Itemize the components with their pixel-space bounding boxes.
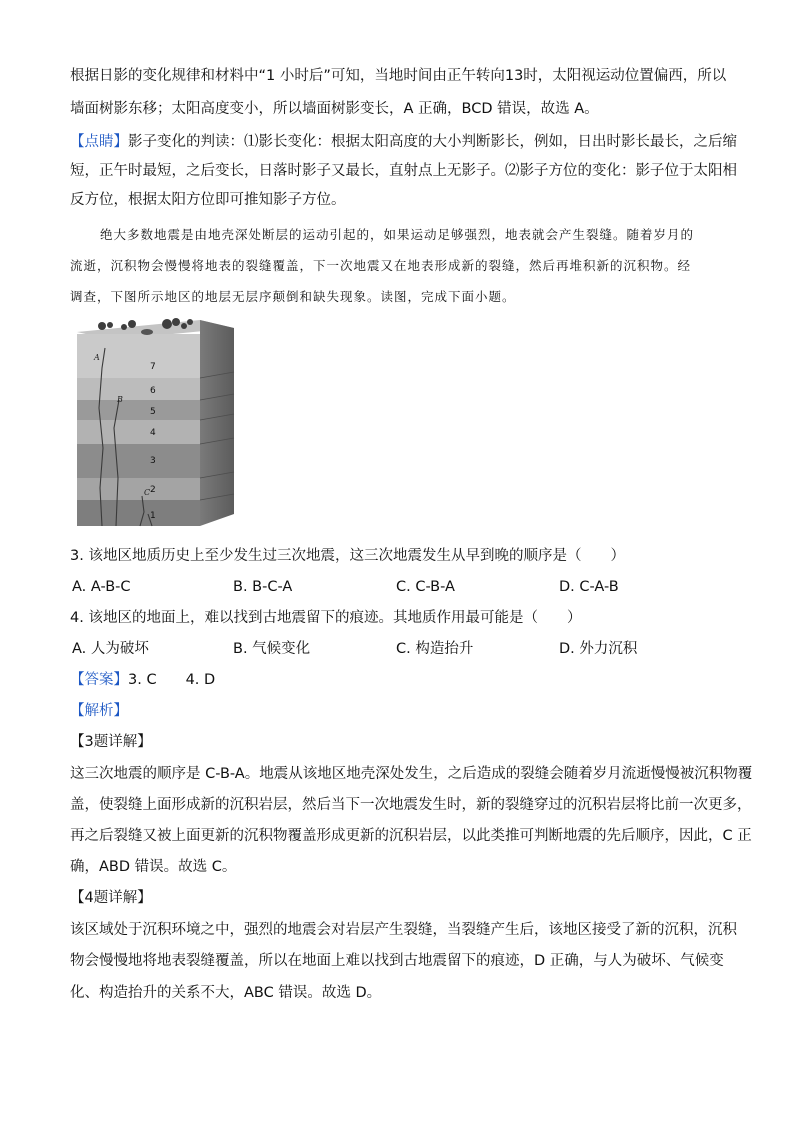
crack-label-b: B: [117, 395, 123, 404]
strata-block-diagram: [72, 318, 242, 540]
answer-tag: 【答案】: [70, 672, 128, 688]
question-3-stem: 3. 该地区地质历史上至少发生过三次地震，这三次地震发生从早到晚的顺序是（ ）: [70, 548, 625, 564]
layer-number: 7: [150, 362, 156, 372]
q4-option-b: B. 气候变化: [233, 641, 311, 657]
q3-option-c: C. C-B-A: [396, 579, 455, 595]
text-line: 这三次地震的顺序是 C-B-A。地震从该地区地壳深处发生，之后造成的裂缝会随着岁月流逝慢慢被沉积物覆: [70, 766, 753, 782]
layer-number: 1: [150, 511, 156, 521]
text-line: 根据日影的变化规律和材料中“1 小时后”可知，当地时间由正午转向13时，太阳视运动位置偏西，所以: [70, 68, 727, 84]
text-line: 盖，使裂缝上面形成新的沉积岩层，然后当下一次地震发生时，新的裂缝穿过的沉积岩层将比前一次更多，: [70, 797, 752, 813]
text-line: 该区域处于沉积环境之中，强烈的地震会对岩层产生裂缝，当裂缝产生后，该地区接受了新的沉积，沉积: [70, 922, 737, 938]
q4-option-d: D. 外力沉积: [559, 641, 638, 657]
q3-option-d: D. C-A-B: [559, 579, 619, 595]
analysis-tag: 【解析】: [70, 703, 128, 719]
crack-label-c: C: [144, 488, 151, 497]
layer-4: [77, 420, 200, 444]
layer-2: [77, 478, 200, 500]
tip-line: [70, 132, 737, 152]
text-line: 墙面树影东移；太阳高度变小，所以墙面树影变长，A 正确，BCD 错误，故选 A。: [70, 101, 599, 117]
layer-5: [77, 400, 200, 420]
material-line: 绝大多数地震是由地壳深处断层的运动引起的，如果运动足够强烈，地表就会产生裂缝。随着岁月的: [100, 227, 695, 242]
q3-option-a: A. A-B-C: [72, 579, 131, 595]
q4-option-c: C. 构造抬升: [396, 641, 474, 657]
text-line: 物会慢慢地将地表裂缝覆盖，所以在地面上难以找到古地震留下的痕迹，D 正确，与人为破坏、气候变: [70, 953, 724, 969]
tip-tag: 【点睛】: [70, 134, 128, 150]
text-line: 再之后裂缝又被上面更新的沉积物覆盖形成更新的沉积岩层，以此类推可判断地震的先后顺序，因此，C 正: [70, 828, 752, 844]
layer-number: 6: [150, 386, 156, 396]
layer-number: 2: [150, 485, 156, 495]
text-line: 短，正午时最短，之后变长，日落时影子又最长，直射点上无影子。⑵影子方位的变化：影子位于太阳相: [70, 163, 737, 179]
text-line: 确，ABD 错误。故选 C。: [70, 859, 237, 875]
q4-option-a: A. 人为破坏: [72, 641, 149, 657]
layer-6: [77, 378, 200, 400]
layer-number: 5: [150, 407, 156, 417]
question-4-stem: 4. 该地区的地面上，难以找到古地震留下的痕迹。其地质作用最可能是（ ）: [70, 610, 582, 626]
answer-line: [70, 670, 215, 690]
text-line: 反方位，根据太阳方位即可推知影子方位。: [70, 192, 346, 208]
layer-1: [77, 500, 200, 526]
answer-text: 3. C 4. D: [128, 672, 216, 688]
q3-detail-tag: 【3题详解】: [70, 734, 152, 750]
layer-3: [77, 444, 200, 478]
crack-label-a: A: [94, 353, 100, 362]
q3-option-b: B. B-C-A: [233, 579, 293, 595]
tip-text: 影子变化的判读：⑴影长变化：根据太阳高度的大小判断影长，例如，日出时影长最长，之后缩: [128, 134, 737, 150]
material-line: 流逝，沉积物会慢慢将地表的裂缝覆盖，下一次地震又在地表形成新的裂缝，然后再堆积新的沉积物。经: [70, 258, 692, 273]
layer-number: 4: [150, 428, 156, 438]
text-line: 化、构造抬升的关系不大，ABC 错误。故选 D。: [70, 985, 382, 1001]
material-line: 调查，下图所示地区的地层无层序颠倒和缺失现象。读图，完成下面小题。: [70, 289, 516, 304]
q4-detail-tag: 【4题详解】: [70, 890, 152, 906]
layer-number: 3: [150, 456, 156, 466]
